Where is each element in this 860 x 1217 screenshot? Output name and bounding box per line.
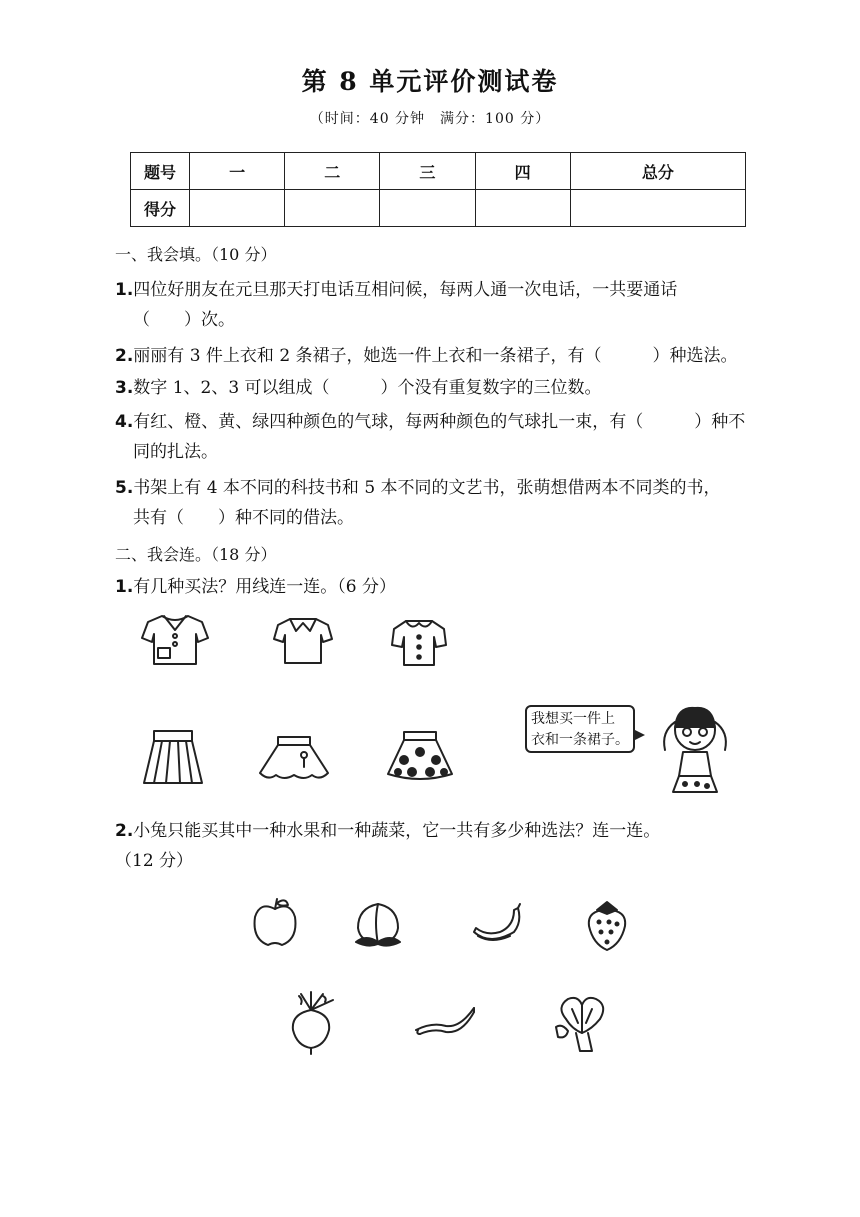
table-cell: 题号 [131, 153, 190, 190]
table-cell: 得分 [131, 190, 190, 227]
question-text: 数字 1、2、3 可以组成（ ）个没有重复数字的三位数。 [133, 378, 602, 398]
question-item [115, 572, 765, 602]
bubble-text: 衣和一条裙子。 [531, 732, 629, 748]
question-item [115, 816, 765, 876]
question-number: 4. [115, 412, 134, 432]
cabbage-icon[interactable] [552, 993, 616, 1055]
apple-icon[interactable] [250, 895, 300, 949]
table-cell: 一 [190, 153, 285, 190]
speech-bubble [525, 705, 635, 753]
score-cell[interactable] [475, 190, 570, 227]
question-text: 共有（ ）种不同的借法。 [133, 508, 354, 528]
question-number: 5. [115, 478, 134, 498]
score-cell[interactable] [190, 190, 285, 227]
banana-icon[interactable] [470, 902, 526, 948]
girl-icon [655, 698, 735, 798]
section-heading: 一、我会填。（10 分） [115, 245, 277, 264]
question-item [115, 341, 765, 371]
question-text: 有红、橙、黄、绿四种颜色的气球，每两种颜色的气球扎一束，有（ ）种不 [133, 412, 746, 432]
table-row [131, 153, 746, 190]
question-text: 四位好朋友在元旦那天打电话互相问候，每两人通一次电话，一共要通话 [133, 280, 678, 300]
peach-icon[interactable] [352, 898, 404, 948]
question-number: 2. [115, 346, 134, 366]
question-points: （12 分） [115, 851, 194, 871]
question-text: （ ）次。 [133, 310, 235, 330]
question-number: 1. [115, 280, 134, 300]
score-cell[interactable] [380, 190, 475, 227]
page-title: 第 8 单元评价测试卷 [301, 67, 559, 96]
section-heading: 二、我会连。（18 分） [115, 545, 277, 564]
score-cell[interactable] [285, 190, 380, 227]
table-cell: 四 [475, 153, 570, 190]
question-item [115, 407, 765, 467]
shirt-pocket-icon[interactable] [140, 612, 210, 668]
question-text: 有几种买法？用线连一连。（6 分） [133, 577, 397, 597]
strawberry-icon[interactable] [583, 898, 631, 952]
question-text: 书架上有 4 本不同的科技书和 5 本不同的文艺书，张萌想借两本不同类的书， [133, 478, 721, 498]
pleated-skirt-icon[interactable] [140, 727, 206, 789]
flower-skirt-icon[interactable] [384, 730, 456, 786]
page-subtitle: （时间：40 分钟 满分：100 分） [309, 111, 551, 127]
question-text: 同的扎法。 [133, 442, 218, 462]
table-row [131, 190, 746, 227]
question-item [115, 373, 765, 403]
score-table [130, 152, 746, 227]
table-cell: 二 [285, 153, 380, 190]
bean-icon[interactable] [412, 1000, 478, 1040]
question-text: 小兔只能买其中一种水果和一种蔬菜，它一共有多少种选法？连一连。 [133, 821, 661, 841]
blouse-icon[interactable] [390, 615, 448, 669]
radish-icon[interactable] [283, 990, 339, 1054]
question-number: 1. [115, 577, 134, 597]
shirt-collar-icon[interactable] [272, 615, 334, 667]
bubble-text: 我想买一件上 [531, 711, 615, 727]
question-item [115, 473, 765, 533]
question-number: 3. [115, 378, 134, 398]
table-cell: 总分 [570, 153, 745, 190]
question-text: 丽丽有 3 件上衣和 2 条裙子，她选一件上衣和一条裙子，有（ ）种选法。 [133, 346, 738, 366]
question-item [115, 275, 765, 335]
table-cell: 三 [380, 153, 475, 190]
question-number: 2. [115, 821, 134, 841]
score-cell[interactable] [570, 190, 745, 227]
lace-skirt-icon[interactable] [256, 735, 332, 783]
